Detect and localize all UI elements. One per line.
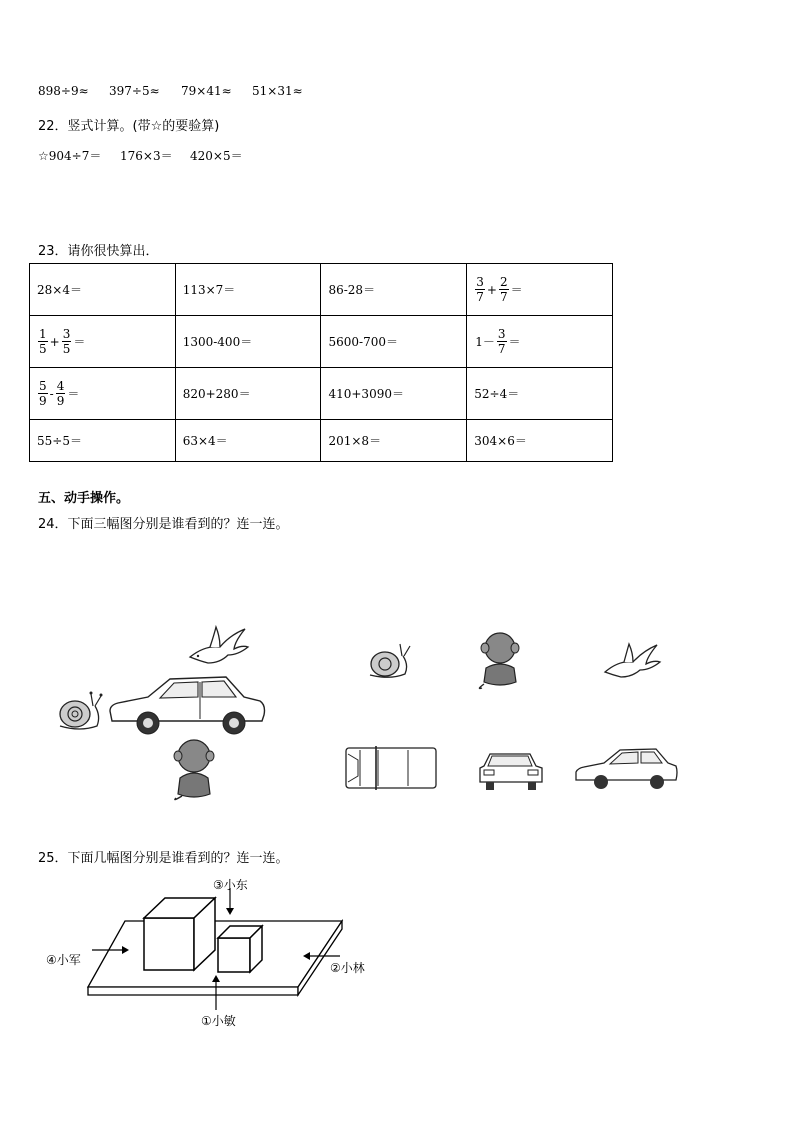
q24-title: 24．下面三幅图分别是谁看到的？连一连。	[38, 517, 289, 532]
large-cube	[144, 898, 215, 970]
fraction: $\frac{4}{9}$	[56, 379, 65, 408]
label-xiaodong: ③小东	[213, 878, 248, 892]
calc-cell: $\frac{1}{5}$ + $\frac{3}{5}$ ＝	[30, 316, 176, 368]
estimate-item: 397÷5≈	[109, 84, 160, 98]
bird-icon[interactable]	[605, 644, 660, 677]
car-side-icon[interactable]	[576, 749, 677, 789]
q22-title: 22．竖式计算。(带☆的要验算)	[38, 119, 220, 134]
q22-item: ☆904÷7＝	[38, 149, 102, 163]
fraction: $\frac{3}{7}$	[497, 327, 506, 356]
car-front-icon[interactable]	[480, 754, 542, 790]
calc-cell: 52÷4＝	[467, 368, 613, 420]
calc-cell: 1－ $\frac{3}{7}$ ＝	[467, 316, 613, 368]
q24-options	[340, 620, 690, 800]
snail-icon	[60, 692, 103, 730]
q22-items	[38, 147, 243, 164]
q23-table	[29, 263, 613, 462]
car-side-icon	[110, 677, 265, 734]
monkey-icon[interactable]	[479, 633, 519, 689]
q25-diagram	[80, 870, 380, 1030]
estimate-row	[38, 84, 303, 98]
bird-icon	[190, 627, 248, 663]
calc-cell: 1300-400＝	[175, 316, 321, 368]
fraction: $\frac{1}{5}$	[39, 327, 47, 356]
calc-cell: $\frac{5}{9}$ - $\frac{4}{9}$ ＝	[30, 368, 176, 420]
calc-cell: 113×7＝	[175, 264, 321, 316]
fraction: $\frac{3}{7}$	[476, 275, 484, 304]
label-xiaojun: ④小军	[46, 953, 81, 967]
calc-cell: 5600-700＝	[321, 316, 467, 368]
q25-title: 25．下面几幅图分别是谁看到的？连一连。	[38, 851, 289, 866]
q24-scene	[50, 620, 300, 810]
calc-cell: 28×4＝	[30, 264, 176, 316]
q22-item: 176×3＝	[120, 149, 173, 163]
calc-cell: 55÷5＝	[30, 420, 176, 462]
q23-title: 23．请你很快算出．	[38, 244, 159, 259]
small-cube	[218, 926, 262, 972]
q22-item: 420×5＝	[190, 149, 243, 163]
calc-cell: 201×8＝	[321, 420, 467, 462]
table-row	[30, 316, 613, 368]
table-row	[30, 368, 613, 420]
calc-cell: 410+3090＝	[321, 368, 467, 420]
calc-cell: 63×4＝	[175, 420, 321, 462]
section-title: 五、动手操作。	[38, 491, 130, 506]
estimate-item: 51×31≈	[252, 84, 303, 98]
monkey-icon	[174, 740, 214, 800]
calc-cell: $\frac{3}{7}$ + $\frac{2}{7}$ ＝	[467, 264, 613, 316]
fraction: $\frac{2}{7}$	[499, 275, 508, 304]
table-row	[30, 420, 613, 462]
estimate-item: 79×41≈	[181, 84, 232, 98]
estimate-item: 898÷9≈	[38, 84, 89, 98]
calc-cell: 820+280＝	[175, 368, 321, 420]
label-xiaomin: ①小敏	[201, 1014, 236, 1028]
fraction: $\frac{3}{5}$	[62, 327, 71, 356]
fraction: $\frac{5}{9}$	[39, 379, 47, 408]
snail-icon[interactable]	[370, 644, 410, 677]
table-row	[30, 264, 613, 316]
car-top-icon[interactable]	[346, 746, 436, 790]
calc-cell: 86-28＝	[321, 264, 467, 316]
label-xiaolin: ②小林	[330, 961, 365, 975]
calc-cell: 304×6＝	[467, 420, 613, 462]
